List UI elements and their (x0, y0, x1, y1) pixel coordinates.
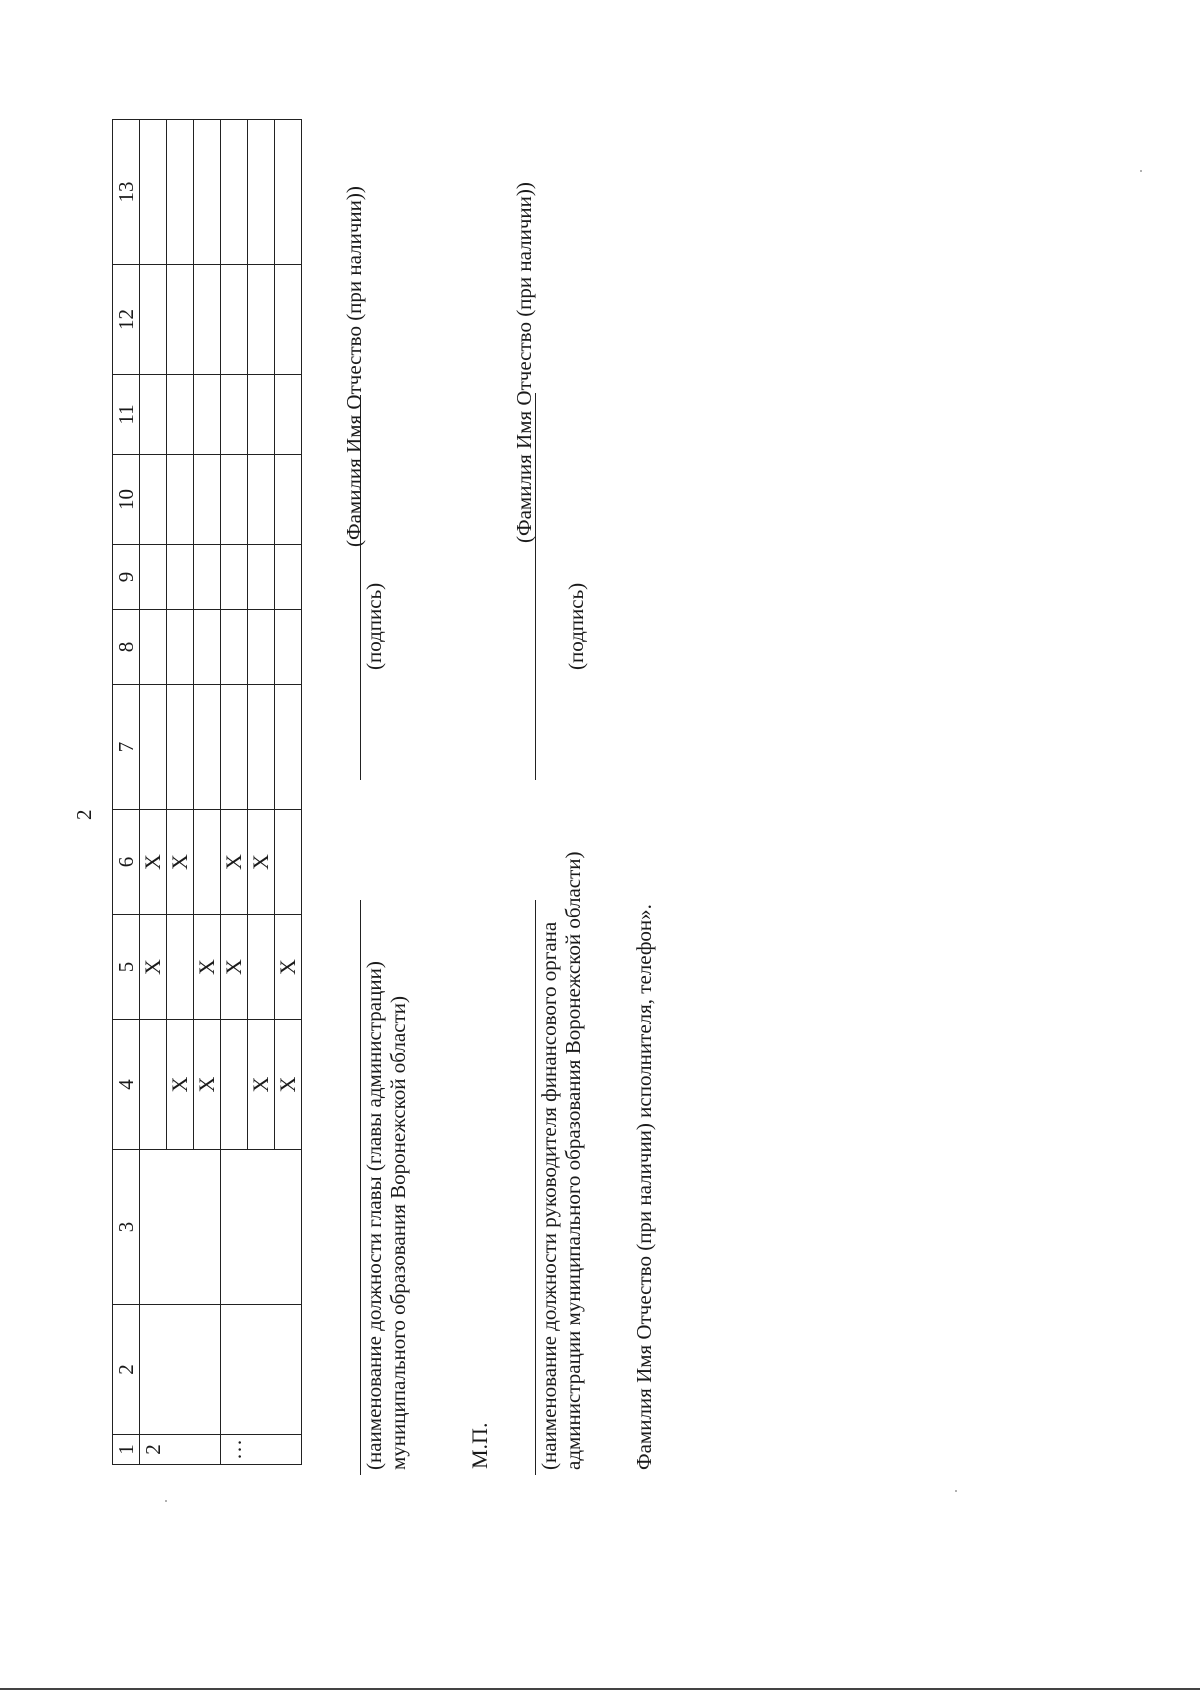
table-cell (140, 1150, 221, 1305)
table-cell (194, 685, 221, 810)
table-cell (194, 610, 221, 685)
table-cell (248, 915, 275, 1020)
scan-speck (1140, 170, 1142, 172)
table-cell (248, 685, 275, 810)
header-cell: 4 (113, 1020, 140, 1150)
table-cell (167, 375, 194, 455)
table-cell (140, 685, 167, 810)
finance-signature-label: (подпись) (564, 582, 588, 670)
x-mark: X (248, 1020, 275, 1150)
table-cell (140, 455, 167, 545)
table-row (221, 120, 248, 1465)
header-cell: 7 (113, 685, 140, 810)
scan-speck (165, 1500, 167, 1502)
x-mark: X (140, 915, 167, 1020)
table-cell (140, 120, 167, 265)
table-cell (140, 1305, 221, 1435)
table-cell (167, 545, 194, 610)
row-number-cell: 2 (140, 1435, 221, 1465)
header-cell: 13 (113, 120, 140, 265)
table-cell (248, 265, 275, 375)
header-cell: 2 (113, 1305, 140, 1435)
table-cell (275, 120, 302, 265)
table-cell (167, 610, 194, 685)
table-cell (248, 375, 275, 455)
x-mark: X (221, 915, 248, 1020)
table-header-row (113, 120, 140, 1465)
x-mark: X (167, 1020, 194, 1150)
table-cell (167, 265, 194, 375)
table-row (140, 120, 167, 1465)
x-mark: X (194, 915, 221, 1020)
table-cell (194, 545, 221, 610)
table-cell (221, 375, 248, 455)
table-cell (275, 455, 302, 545)
scan-speck (955, 1490, 957, 1492)
table-cell (167, 915, 194, 1020)
table-cell (275, 545, 302, 610)
head-signature-label: (подпись) (362, 582, 386, 670)
table-cell (140, 610, 167, 685)
table-cell (194, 375, 221, 455)
table-cell (194, 120, 221, 265)
header-cell: 12 (113, 265, 140, 375)
table-cell (221, 265, 248, 375)
finance-position-line (535, 900, 536, 1475)
table-cell (275, 685, 302, 810)
executor-label: Фамилия Имя Отчество (при наличии) исполнителя, телефон». (632, 904, 656, 1470)
table-cell (140, 375, 167, 455)
x-mark: X (275, 1020, 302, 1150)
table-cell (221, 1305, 302, 1435)
table-cell (167, 455, 194, 545)
finance-signature-line (535, 508, 536, 780)
table-cell (167, 120, 194, 265)
scan-edge-line (0, 1688, 1200, 1690)
head-signature-line (360, 510, 361, 780)
x-mark: X (140, 810, 167, 915)
head-position-line (360, 900, 361, 1475)
header-cell: 3 (113, 1150, 140, 1305)
stamp-label: М.П. (467, 1422, 492, 1469)
finance-position-label: администрации муниципального образования Воронежской области) (561, 851, 585, 1470)
x-mark: X (194, 1020, 221, 1150)
table-cell (275, 810, 302, 915)
table-cell (221, 455, 248, 545)
table-cell (248, 120, 275, 265)
x-mark: X (248, 810, 275, 915)
table-cell (221, 1150, 302, 1305)
table-cell (140, 545, 167, 610)
table-cell (194, 455, 221, 545)
table-cell (140, 1020, 167, 1150)
table-cell (248, 545, 275, 610)
header-cell: 6 (113, 810, 140, 915)
header-cell: 8 (113, 610, 140, 685)
finance-name-label: (Фамилия Имя Отчество (при наличии)) (512, 182, 536, 543)
page-number: 2 (72, 809, 96, 820)
table-cell (275, 265, 302, 375)
table-cell (221, 1020, 248, 1150)
table-cell (221, 120, 248, 265)
x-mark: X (275, 915, 302, 1020)
head-position-label: (наименование должности главы (главы администрации) (362, 961, 386, 1470)
x-mark: X (221, 810, 248, 915)
header-cell: 9 (113, 545, 140, 610)
report-table (112, 119, 302, 1465)
table-cell (248, 455, 275, 545)
table-cell (275, 375, 302, 455)
head-name-label: (Фамилия Имя Отчество (при наличии)) (342, 186, 366, 547)
header-cell: 10 (113, 455, 140, 545)
head-position-label: муниципального образования Воронежской области) (386, 996, 410, 1470)
table-cell (194, 810, 221, 915)
table-cell (248, 610, 275, 685)
table-cell (167, 685, 194, 810)
table-cell (140, 265, 167, 375)
header-cell: 1 (113, 1435, 140, 1465)
table-cell (221, 685, 248, 810)
table-cell (221, 545, 248, 610)
row-number-cell: … (221, 1435, 302, 1465)
table-cell (221, 610, 248, 685)
table-cell (275, 610, 302, 685)
finance-position-label: (наименование должности руководителя финансового органа (537, 921, 561, 1470)
header-cell: 5 (113, 915, 140, 1020)
header-cell: 11 (113, 375, 140, 455)
table-cell (194, 265, 221, 375)
x-mark: X (167, 810, 194, 915)
